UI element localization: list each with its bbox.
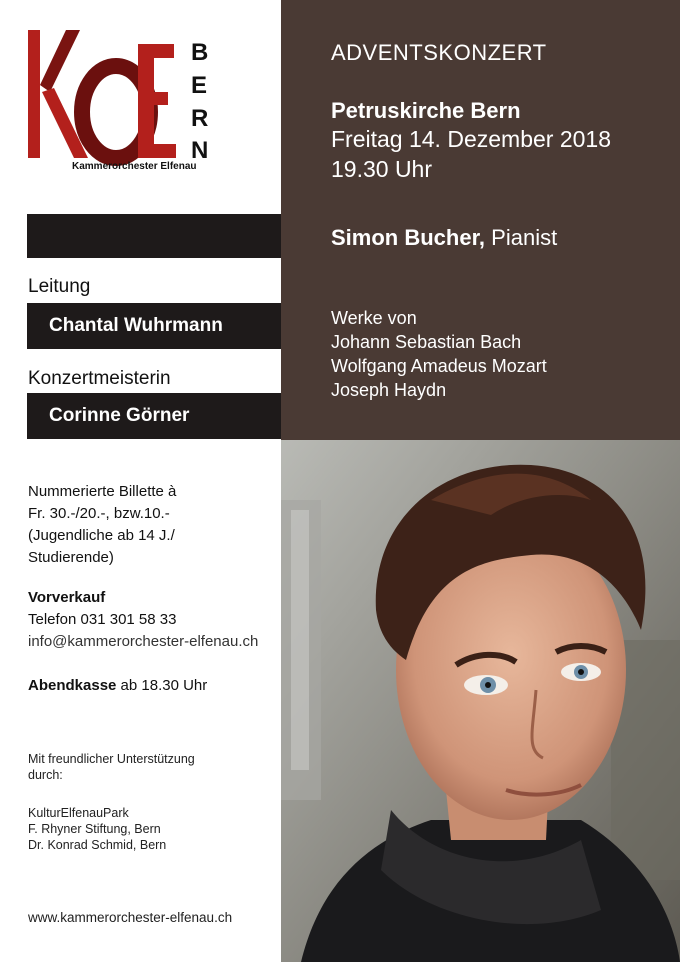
presale-email-link[interactable]: info@kammerorchester-elfenau.ch <box>28 633 259 650</box>
logo-letter-r: R <box>191 105 209 132</box>
presale-heading: Vorverkauf <box>28 589 106 606</box>
presale-info <box>28 587 258 653</box>
leitung-label: Leitung <box>28 276 91 297</box>
logo-e-mid <box>138 92 168 105</box>
concertmaster-name-bar <box>27 393 281 439</box>
logo-letter-b: B <box>191 39 209 66</box>
ticket-info <box>28 481 176 569</box>
evening-box-office <box>28 675 207 697</box>
abendkasse-time: ab 18.30 Uhr <box>120 677 208 694</box>
concert-venue: Petruskirche Bern <box>331 98 521 123</box>
soloist-name: Simon Bucher, <box>331 225 486 250</box>
logo-caption: Kammerorchester Elfenau <box>72 161 197 172</box>
sponsor-item: F. Rhyner Stiftung, Bern <box>28 822 161 836</box>
sponsor-list <box>28 805 166 853</box>
concert-date: Freitag 14. Dezember 2018 <box>331 126 611 152</box>
ticket-line: (Jugendliche ab 14 J./ <box>28 527 175 544</box>
left-column <box>0 0 281 962</box>
works-list <box>331 306 547 402</box>
logo-letter-e: E <box>191 72 208 99</box>
composer-item: Johann Sebastian Bach <box>331 332 522 352</box>
conductor-name-bar <box>27 303 281 349</box>
soloist-role: Pianist <box>491 225 558 250</box>
composer-item: Joseph Haydn <box>331 380 447 400</box>
conductor-name: Chantal Wuhrmann <box>49 315 223 336</box>
concertmaster-name: Corinne Görner <box>49 405 190 426</box>
ticket-line: Studierende) <box>28 549 114 566</box>
composer-item: Wolfgang Amadeus Mozart <box>331 356 547 376</box>
sponsor-item: KulturElfenauPark <box>28 806 129 820</box>
logo-k-stem <box>28 30 40 158</box>
logo-k-arm <box>40 30 80 92</box>
support-intro <box>28 751 195 783</box>
presale-phone: Telefon 031 301 58 33 <box>28 611 177 628</box>
soloist <box>331 225 557 251</box>
konzertmeisterin-label: Konzertmeisterin <box>28 368 171 389</box>
logo-e-top <box>138 44 174 58</box>
logo-e-bottom <box>138 144 176 158</box>
ticket-line: Nummerierte Billette à <box>28 483 177 500</box>
concert-time: 19.30 Uhr <box>331 156 433 182</box>
website-link[interactable]: www.kammerorchester-elfenau.ch <box>28 910 233 925</box>
ticket-line: Fr. 30.-/20.-, bzw.10.- <box>28 505 170 522</box>
works-intro: Werke von <box>331 308 417 328</box>
portrait-illustration <box>281 440 680 962</box>
logo-letter-n: N <box>191 137 209 164</box>
concert-title: ADVENTSKONZERT <box>331 40 547 65</box>
pianist-portrait-photo <box>281 440 680 962</box>
decorative-black-bar <box>27 214 281 258</box>
orchestra-logo <box>28 30 218 175</box>
abendkasse-label: Abendkasse <box>28 677 117 694</box>
sponsor-item: Dr. Konrad Schmid, Bern <box>28 838 167 852</box>
support-line: Mit freundlicher Unterstützung <box>28 752 195 766</box>
support-line: durch: <box>28 768 63 782</box>
